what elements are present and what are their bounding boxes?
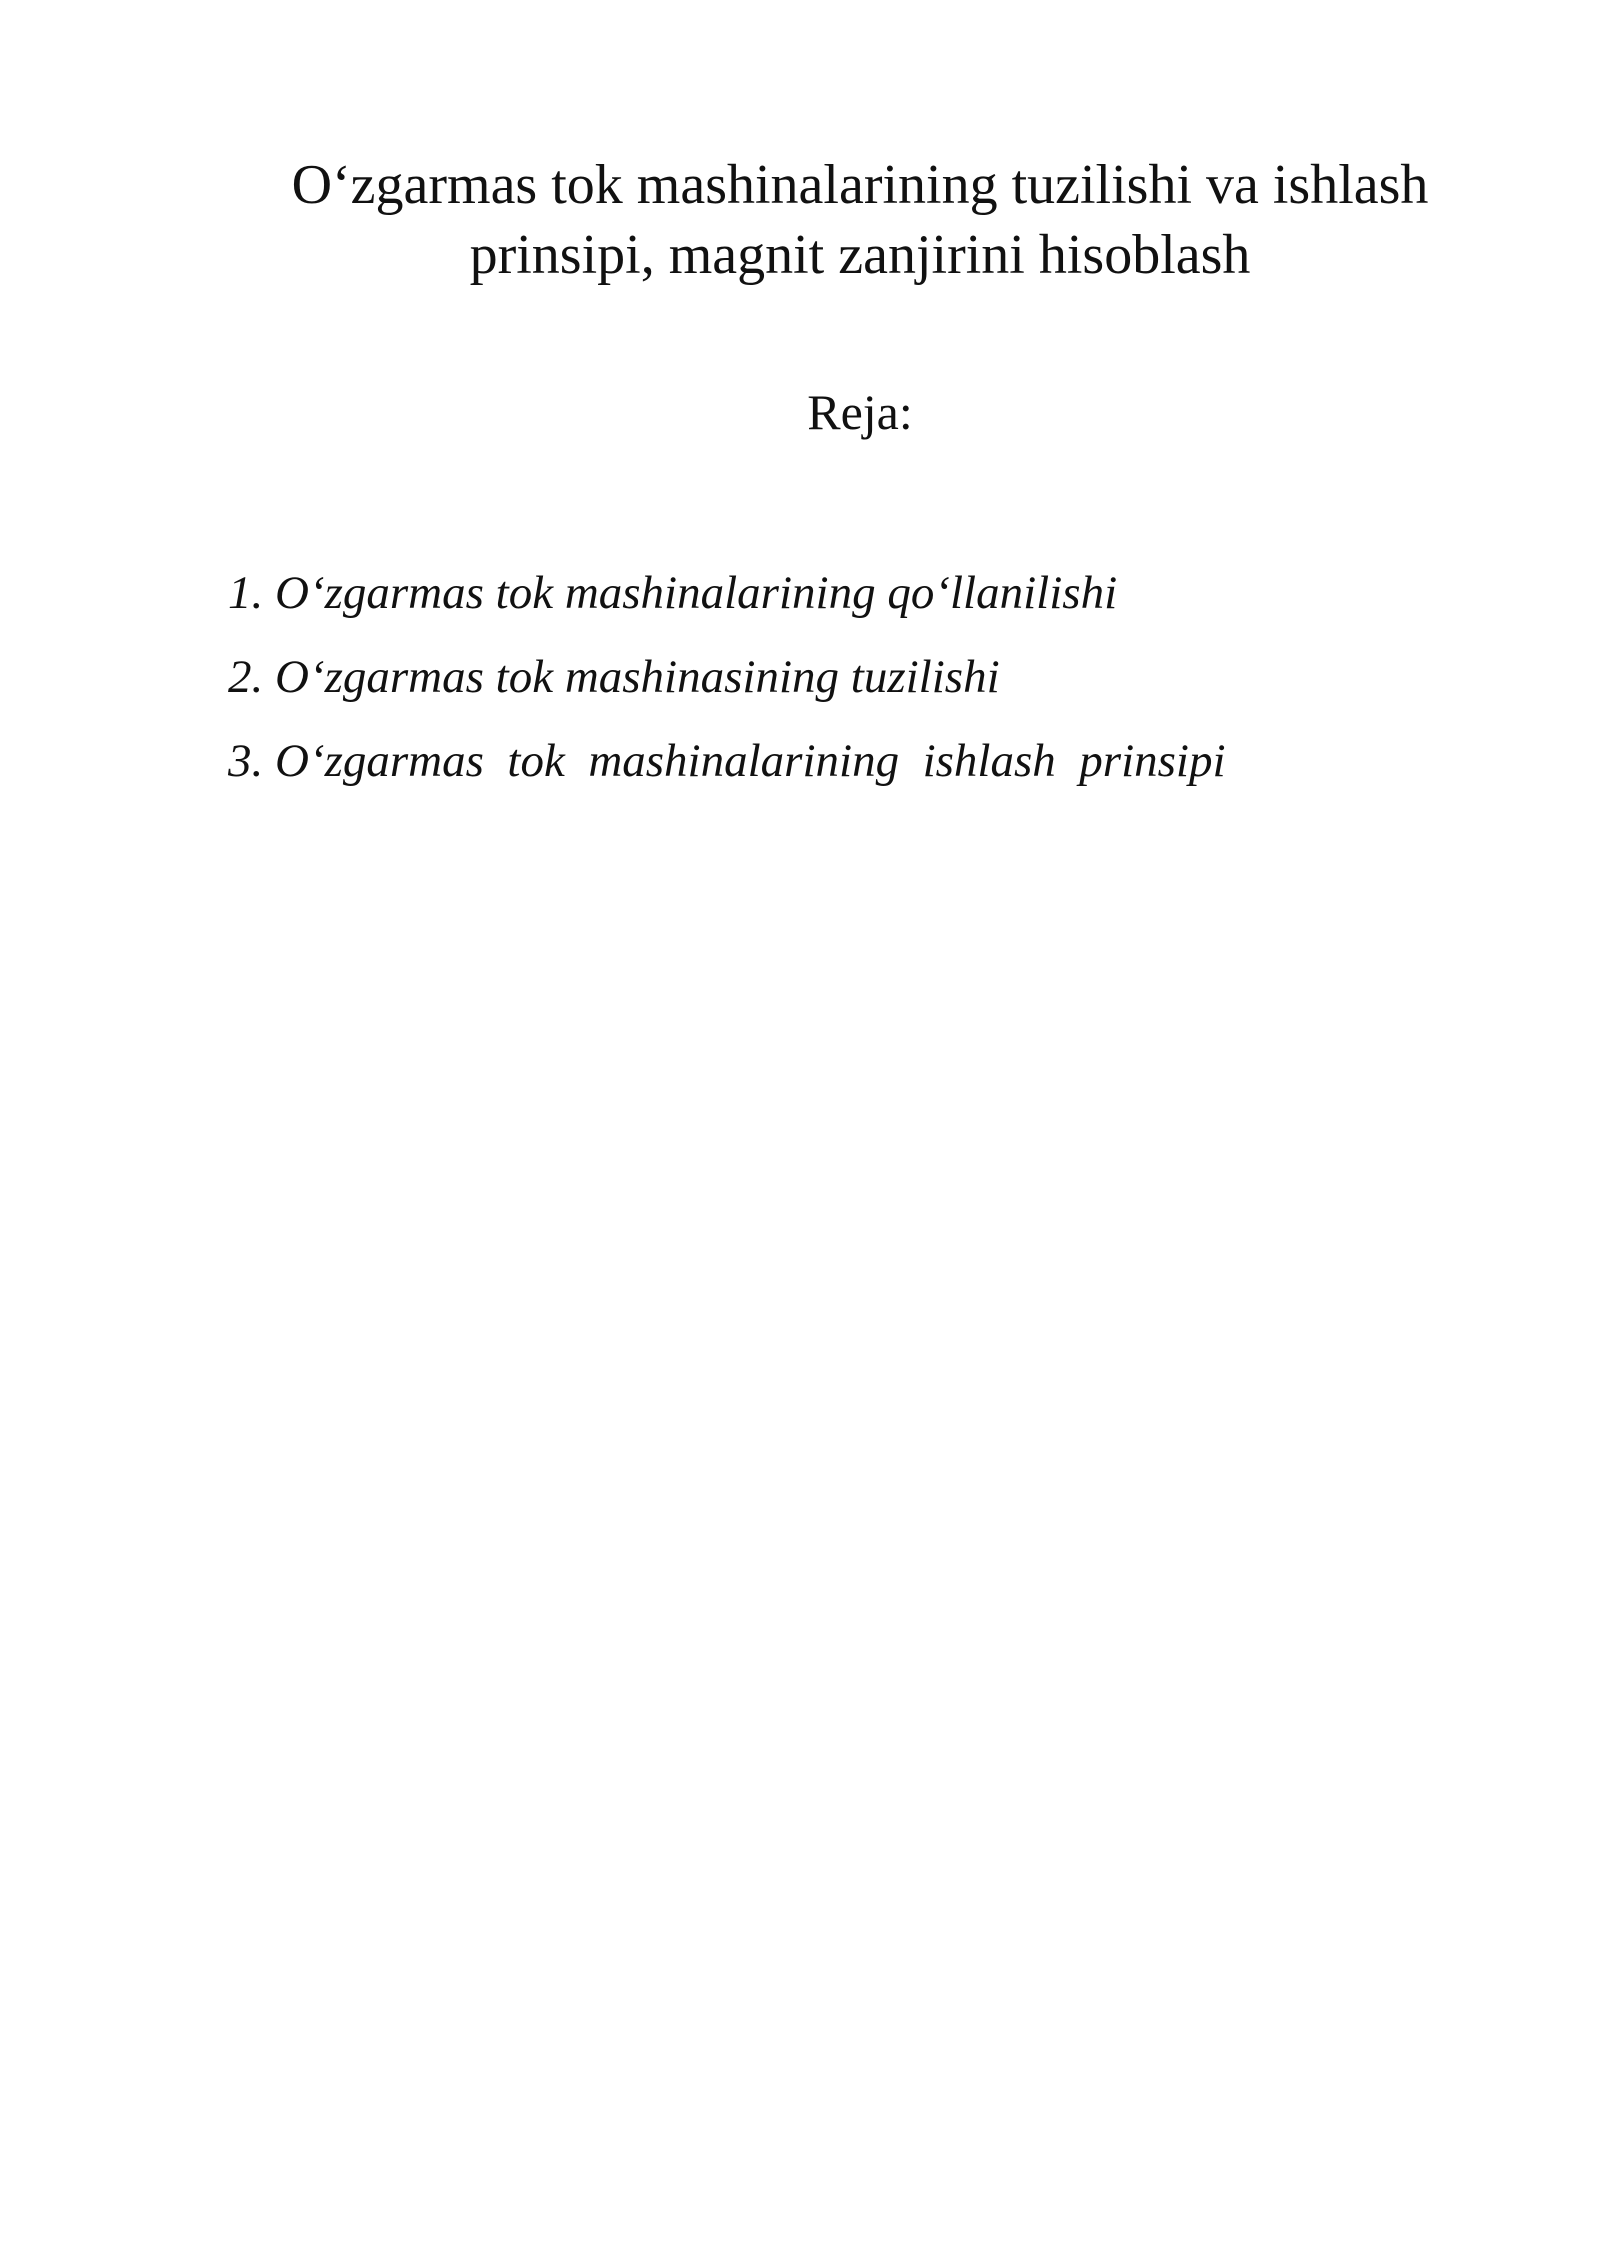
plan-item-2: 2. O‘zgarmas tok mashinasining tuzilishi <box>228 651 1000 703</box>
title-line-1: O‘zgarmas tok mashinalarining tuzilishi va ishlash <box>291 154 1429 216</box>
plan-heading: Reja: <box>807 384 913 440</box>
plan-item-1: 1. O‘zgarmas tok mashinalarining qo‘llanilishi <box>228 567 1118 619</box>
title-line-2: prinsipi, magnit zanjirini hisoblash <box>469 224 1251 286</box>
plan-list <box>228 565 1226 817</box>
plan-item-3: 3. O‘zgarmas tok mashinalarining ishlash prinsipi <box>228 735 1226 787</box>
document-title <box>200 150 1520 290</box>
